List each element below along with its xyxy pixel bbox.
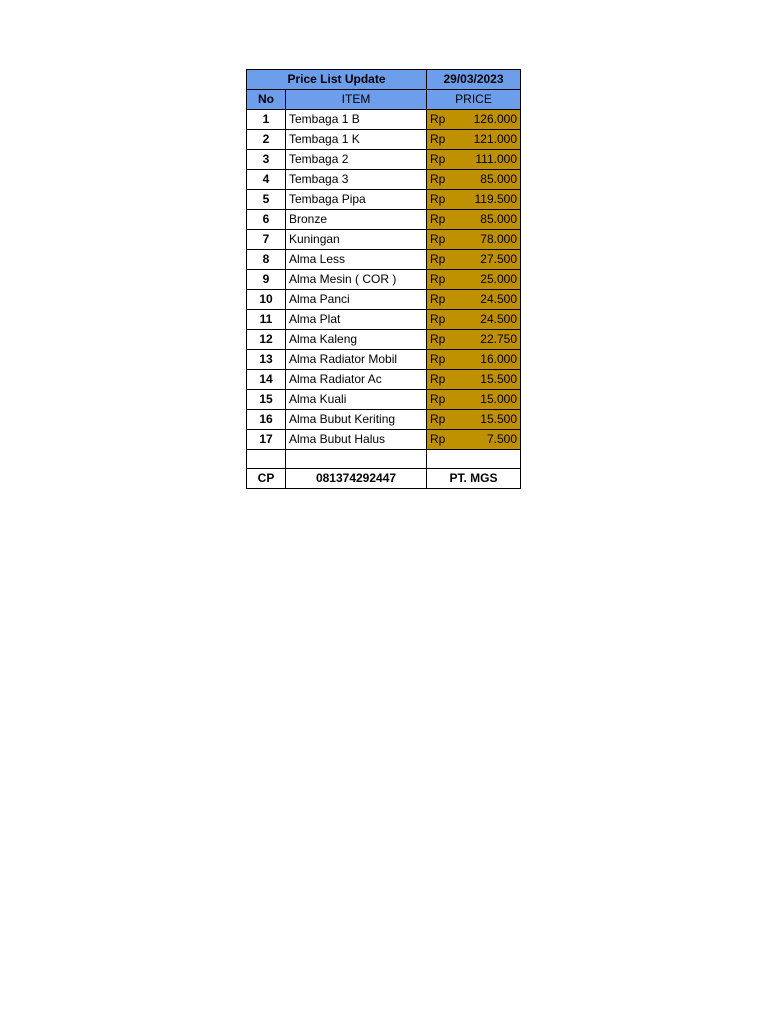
item-price: [427, 210, 521, 230]
item-name: Tembaga 1 K: [286, 130, 427, 150]
row-number: 4: [247, 170, 286, 190]
update-date: 29/03/2023: [427, 70, 521, 90]
item-price: [427, 290, 521, 310]
table-title: Price List Update: [247, 70, 427, 90]
column-header-no: No: [247, 90, 286, 110]
currency-label: Rp: [430, 252, 446, 266]
table-row: [247, 310, 521, 330]
item-price: [427, 330, 521, 350]
row-number: 10: [247, 290, 286, 310]
row-number: 13: [247, 350, 286, 370]
item-price: [427, 190, 521, 210]
price-amount: 7.500: [486, 432, 517, 446]
table-row: [247, 390, 521, 410]
row-number: 11: [247, 310, 286, 330]
contact-row: [247, 469, 521, 489]
currency-label: Rp: [430, 232, 446, 246]
price-amount: 22.750: [480, 332, 517, 346]
currency-label: Rp: [430, 392, 446, 406]
item-price: [427, 130, 521, 150]
price-amount: 16.000: [480, 352, 517, 366]
item-name: Alma Mesin ( COR ): [286, 270, 427, 290]
item-name: Alma Bubut Keriting: [286, 410, 427, 430]
table-row: [247, 110, 521, 130]
item-name: Tembaga 3: [286, 170, 427, 190]
row-number: 12: [247, 330, 286, 350]
item-price: [427, 270, 521, 290]
currency-label: Rp: [430, 272, 446, 286]
price-amount: 111.000: [475, 152, 517, 166]
table-row: [247, 250, 521, 270]
currency-label: Rp: [430, 332, 446, 346]
item-name: Alma Less: [286, 250, 427, 270]
currency-label: Rp: [430, 352, 446, 366]
item-name: Tembaga 2: [286, 150, 427, 170]
price-amount: 15.500: [480, 412, 517, 426]
price-amount: 15.500: [480, 372, 517, 386]
table-row: [247, 330, 521, 350]
item-price: [427, 430, 521, 450]
price-amount: 15.000: [480, 392, 517, 406]
table-row: [247, 350, 521, 370]
price-amount: 85.000: [480, 212, 517, 226]
price-amount: 119.500: [474, 192, 517, 206]
price-amount: 24.500: [480, 292, 517, 306]
currency-label: Rp: [430, 192, 446, 206]
table-row: [247, 430, 521, 450]
table-row: [247, 370, 521, 390]
blank-row: [247, 450, 521, 469]
row-number: 14: [247, 370, 286, 390]
row-number: 8: [247, 250, 286, 270]
item-price: [427, 110, 521, 130]
contact-label: CP: [247, 469, 286, 489]
item-price: [427, 170, 521, 190]
item-name: Alma Kuali: [286, 390, 427, 410]
table-row: [247, 190, 521, 210]
row-number: 17: [247, 430, 286, 450]
title-row: [247, 70, 521, 90]
item-price: [427, 390, 521, 410]
row-number: 3: [247, 150, 286, 170]
table-row: [247, 210, 521, 230]
row-number: 5: [247, 190, 286, 210]
currency-label: Rp: [430, 172, 446, 186]
price-list-table: [246, 69, 521, 489]
item-price: [427, 150, 521, 170]
item-name: Alma Panci: [286, 290, 427, 310]
currency-label: Rp: [430, 432, 446, 446]
item-price: [427, 370, 521, 390]
currency-label: Rp: [430, 212, 446, 226]
currency-label: Rp: [430, 312, 446, 326]
currency-label: Rp: [430, 152, 446, 166]
currency-label: Rp: [430, 372, 446, 386]
price-amount: 78.000: [480, 232, 517, 246]
item-price: [427, 410, 521, 430]
currency-label: Rp: [430, 292, 446, 306]
item-name: Tembaga 1 B: [286, 110, 427, 130]
currency-label: Rp: [430, 132, 446, 146]
company-name: PT. MGS: [427, 469, 521, 489]
row-number: 9: [247, 270, 286, 290]
item-name: Alma Radiator Mobil: [286, 350, 427, 370]
column-header-item: ITEM: [286, 90, 427, 110]
column-header-price: PRICE: [427, 90, 521, 110]
row-number: 7: [247, 230, 286, 250]
item-price: [427, 350, 521, 370]
item-price: [427, 310, 521, 330]
blank-cell: [247, 450, 286, 469]
table-row: [247, 410, 521, 430]
price-amount: 27.500: [480, 252, 517, 266]
price-amount: 85.000: [480, 172, 517, 186]
item-name: Kuningan: [286, 230, 427, 250]
row-number: 6: [247, 210, 286, 230]
item-name: Alma Plat: [286, 310, 427, 330]
column-header-row: [247, 90, 521, 110]
row-number: 15: [247, 390, 286, 410]
table-row: [247, 150, 521, 170]
item-price: [427, 250, 521, 270]
table-row: [247, 230, 521, 250]
currency-label: Rp: [430, 112, 446, 126]
item-price: [427, 230, 521, 250]
price-amount: 121.000: [473, 132, 517, 146]
contact-phone: 081374292447: [286, 469, 427, 489]
item-name: Alma Radiator Ac: [286, 370, 427, 390]
table-row: [247, 130, 521, 150]
item-name: Alma Bubut Halus: [286, 430, 427, 450]
price-amount: 24.500: [480, 312, 517, 326]
currency-label: Rp: [430, 412, 446, 426]
row-number: 2: [247, 130, 286, 150]
table-row: [247, 270, 521, 290]
price-amount: 25.000: [480, 272, 517, 286]
item-name: Bronze: [286, 210, 427, 230]
table-row: [247, 170, 521, 190]
row-number: 1: [247, 110, 286, 130]
blank-cell: [427, 450, 521, 469]
item-name: Tembaga Pipa: [286, 190, 427, 210]
blank-cell: [286, 450, 427, 469]
item-name: Alma Kaleng: [286, 330, 427, 350]
table-row: [247, 290, 521, 310]
row-number: 16: [247, 410, 286, 430]
price-amount: 126.000: [473, 112, 517, 126]
